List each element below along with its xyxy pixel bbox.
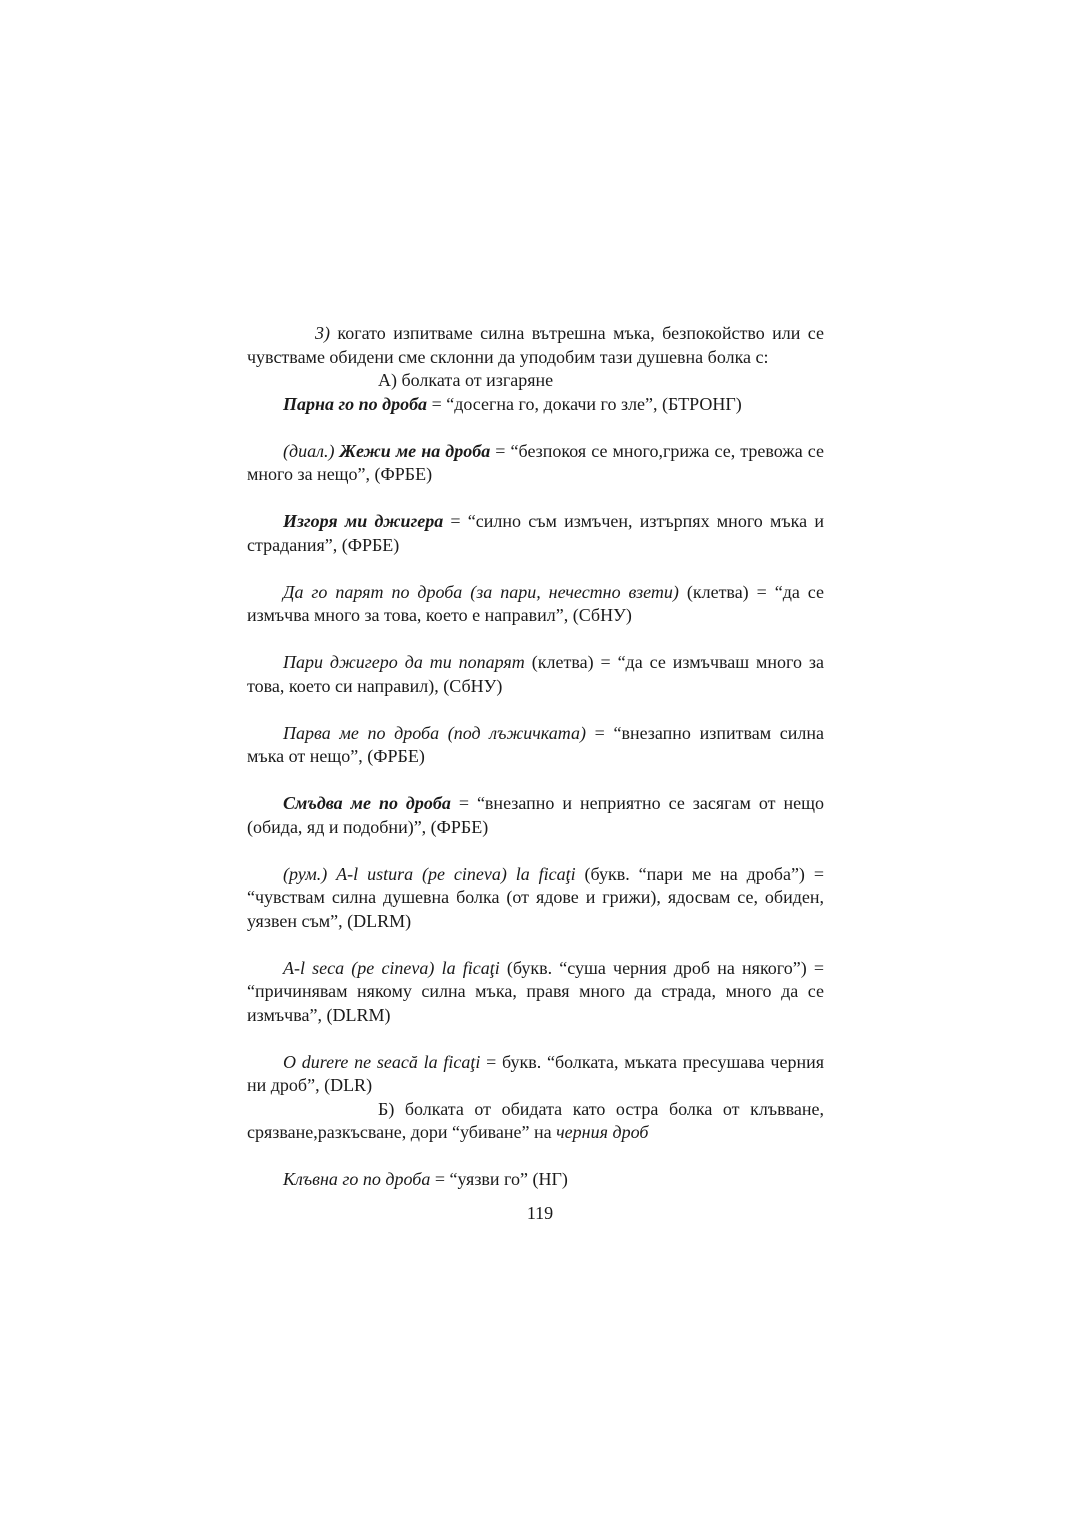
entry-10: O durere ne seacă la ficaţi = букв. “болката, мъката пресушава черния ни дроб”, (DLR) xyxy=(247,1051,824,1095)
entry-7: Смъдва ме по дроба = “внезапно и неприятно се засягам от нещо (обида, яд и подобни)”, (ФРБЕ) xyxy=(247,793,824,837)
phrase: Клъвна го по дроба xyxy=(283,1169,431,1189)
entry-9: A-l seca (pe cineva) la ficaţi (букв. “суша черния дроб на някого”) = “причинявам някому силна мъка, правя много да страда, много да се измъчва”, (DLRM) xyxy=(247,957,825,1025)
phrase: Изгоря ми джигера xyxy=(283,511,444,531)
phrase: A-l seca (pe cineva) la ficaţi xyxy=(283,957,500,978)
phrase: O durere ne seacă la ficaţi xyxy=(283,1051,481,1072)
intro-paragraph: 3) когато изпитваме силна вътрешна мъка, безпокойство или се чувстваме обидени сме склонни да уподобим тази душевна болка с: xyxy=(247,323,824,367)
entry-6: Парва ме по дроба (под лъжичката) = “внезапно изпитвам силна мъка от нещо”, (ФРБЕ) xyxy=(247,722,824,766)
entry-3: Изгоря ми джигера = “силно съм измъчен, изтърпях много мъка и страдания”, (ФРБЕ) xyxy=(247,511,824,555)
entry-1: Парна го по дроба = “досегна го, докачи го зле”, (БТРОНГ) xyxy=(283,393,742,414)
entry-5: Пари джигеро да ти попарят (клетва) = “да се измъчваш много за това, което си направил), (СбНУ) xyxy=(247,652,825,696)
item-number: 3) xyxy=(315,323,330,343)
phrase: (рум.) A-l ustura (pe cineva) la ficaţi xyxy=(283,863,576,884)
phrase: Парва ме по дроба (под лъжичката) xyxy=(283,722,586,743)
entry-4: Да го парят по дроба (за пари, нечестно взети) (клетва) = “да се измъчва много за това, което е направил”, (СбНУ) xyxy=(247,581,825,625)
section-b-heading: Б) болката от обидата като остра болка от клъвване, срязване,разкъсване, дори “убиване” на черния дроб xyxy=(247,1098,824,1142)
entry-11: Клъвна го по дроба = “уязви го” (НГ) xyxy=(283,1169,568,1189)
page-body xyxy=(247,322,824,1192)
section-a-heading: А) болката от изгаряне xyxy=(378,370,554,390)
phrase: Смъдва ме по дроба xyxy=(283,793,451,813)
entry-2: (диал.) Жежи ме на дроба = “безпокоя се много,грижа се, тревожа се много за нещо”, (ФРБЕ) xyxy=(247,440,824,484)
phrase: Жежи ме на дроба xyxy=(339,440,491,461)
phrase: Да го парят по дроба (за пари, нечестно взети) xyxy=(283,581,679,602)
phrase: Пари джигеро да ти попарят xyxy=(283,652,525,672)
page-number: 119 xyxy=(526,1203,554,1223)
entry-8: (рум.) A-l ustura (pe cineva) la ficaţi (букв. “пари ме на дроба”) = “чувствам силна душевна болка (от ядове и грижи), ядосвам се, обиден, уязвен съм”, (DLRM) xyxy=(247,863,824,931)
phrase: Парна го по дроба xyxy=(283,393,428,414)
